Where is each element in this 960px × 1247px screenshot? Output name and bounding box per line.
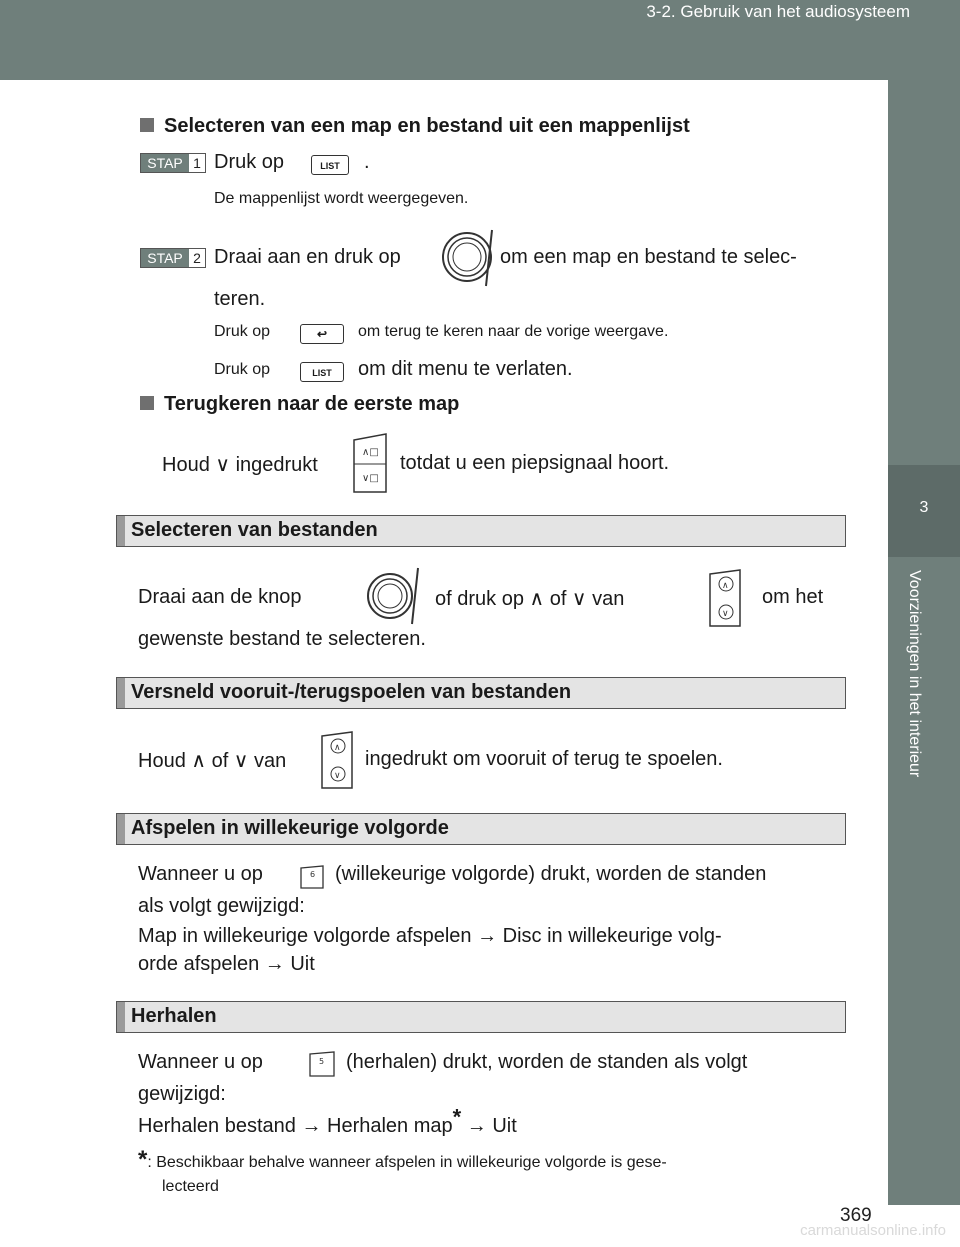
step-2-text-a: Draai aan en druk op bbox=[214, 246, 401, 268]
box3-text-c: als volgt gewijzigd: bbox=[138, 895, 305, 917]
step-1-text-a: Druk op bbox=[214, 151, 285, 173]
svg-text:6: 6 bbox=[310, 870, 316, 879]
box4-text-b: (herhalen) drukt, worden de standen als volgt bbox=[346, 1051, 748, 1073]
section2-text-b: totdat u een piepsignaal hoort. bbox=[400, 452, 670, 474]
section-heading: Terugkeren naar de eerste map bbox=[140, 393, 459, 416]
box3-text-e: orde afspelen → Uit bbox=[138, 953, 315, 975]
chapter-tab bbox=[888, 465, 960, 557]
step-2-note-1b: om terug te keren naar de vorige weergave. bbox=[358, 323, 669, 340]
step-2-text-c: teren. bbox=[214, 288, 266, 310]
box1-text-c: om het bbox=[762, 586, 824, 608]
box2-text-a: Houd ∧ of ∨ van bbox=[138, 750, 287, 772]
step-2-note-1a: Druk op bbox=[214, 323, 271, 340]
section-title: 3-2. Gebruik van het audiosysteem bbox=[646, 2, 910, 21]
box-heading-files: Selecteren van bestanden bbox=[116, 515, 846, 547]
step-1-badge: STAP 1 bbox=[140, 153, 206, 173]
list-button-icon: LIST bbox=[311, 155, 349, 175]
step-1-note: De mappenlijst wordt weergegeven. bbox=[214, 190, 469, 207]
svg-text:5: 5 bbox=[319, 1057, 325, 1066]
box-heading-random: Afspelen in willekeurige volgorde bbox=[116, 813, 846, 845]
step-2-badge: STAP 2 bbox=[140, 248, 206, 268]
step-1-text-b: . bbox=[364, 151, 370, 173]
box3-text-b: (willekeurige volgorde) drukt, worden de standen bbox=[335, 863, 767, 885]
box4-text-d: Herhalen bestand → Herhalen map* → Uit bbox=[138, 1104, 517, 1137]
seek-updown-button-icon bbox=[706, 568, 746, 628]
box4-text-c: gewijzigd: bbox=[138, 1083, 226, 1105]
knob-icon bbox=[440, 228, 500, 288]
box3-text-d: Map in willekeurige volgorde afspelen → Disc in willekeurige volg- bbox=[138, 925, 722, 947]
svg-text:∧: ∧ bbox=[334, 743, 341, 753]
box1-text-d: gewenste bestand te selecteren. bbox=[138, 628, 426, 650]
box1-text-b: of druk op ∧ of ∨ van bbox=[435, 588, 625, 610]
header-bar bbox=[0, 0, 960, 80]
footnote: *: Beschikbaar behalve wanneer afspelen in willekeurige volgorde is gese- bbox=[138, 1146, 667, 1173]
chapter-title: Voorzieningen in het interieur bbox=[906, 570, 923, 778]
svg-text:∧: ∧ bbox=[722, 581, 729, 591]
step-2-text-b: om een map en bestand te selec- bbox=[500, 246, 797, 268]
button-6-icon bbox=[297, 864, 325, 890]
svg-text:∨: ∨ bbox=[722, 609, 729, 619]
box1-text-a: Draai aan de knop bbox=[138, 586, 302, 608]
page-number: 369 bbox=[840, 1205, 872, 1226]
step-2-note-2a: Druk op bbox=[214, 361, 271, 378]
section-heading: Selecteren van een map en bestand uit een mappenlijst bbox=[140, 115, 690, 138]
box4-text-a: Wanneer u op bbox=[138, 1051, 263, 1073]
back-button-icon: ↩ bbox=[300, 324, 344, 344]
button-5-icon bbox=[306, 1050, 336, 1078]
knob-icon bbox=[366, 566, 426, 626]
svg-text:∨□: ∨□ bbox=[362, 473, 379, 484]
chapter-number: 3 bbox=[919, 499, 929, 516]
svg-text:∨: ∨ bbox=[334, 771, 341, 781]
box3-text-a: Wanneer u op bbox=[138, 863, 263, 885]
svg-text:∧□: ∧□ bbox=[362, 447, 379, 458]
box-heading-repeat: Herhalen bbox=[116, 1001, 846, 1033]
box2-text-b: ingedrukt om vooruit of terug te spoelen. bbox=[365, 748, 723, 770]
watermark: carmanualsonline.info bbox=[800, 1222, 946, 1239]
footnote-cont: lecteerd bbox=[162, 1178, 219, 1195]
folder-updown-button-icon bbox=[350, 432, 390, 494]
step-2-note-2b: om dit menu te verlaten. bbox=[358, 358, 573, 380]
section2-text-a: Houd ∨ ingedrukt bbox=[162, 454, 318, 476]
box-heading-fastforward: Versneld vooruit-/terugspoelen van bestanden bbox=[116, 677, 846, 709]
list-button-icon: LIST bbox=[300, 362, 344, 382]
seek-updown-button-icon bbox=[318, 730, 358, 790]
